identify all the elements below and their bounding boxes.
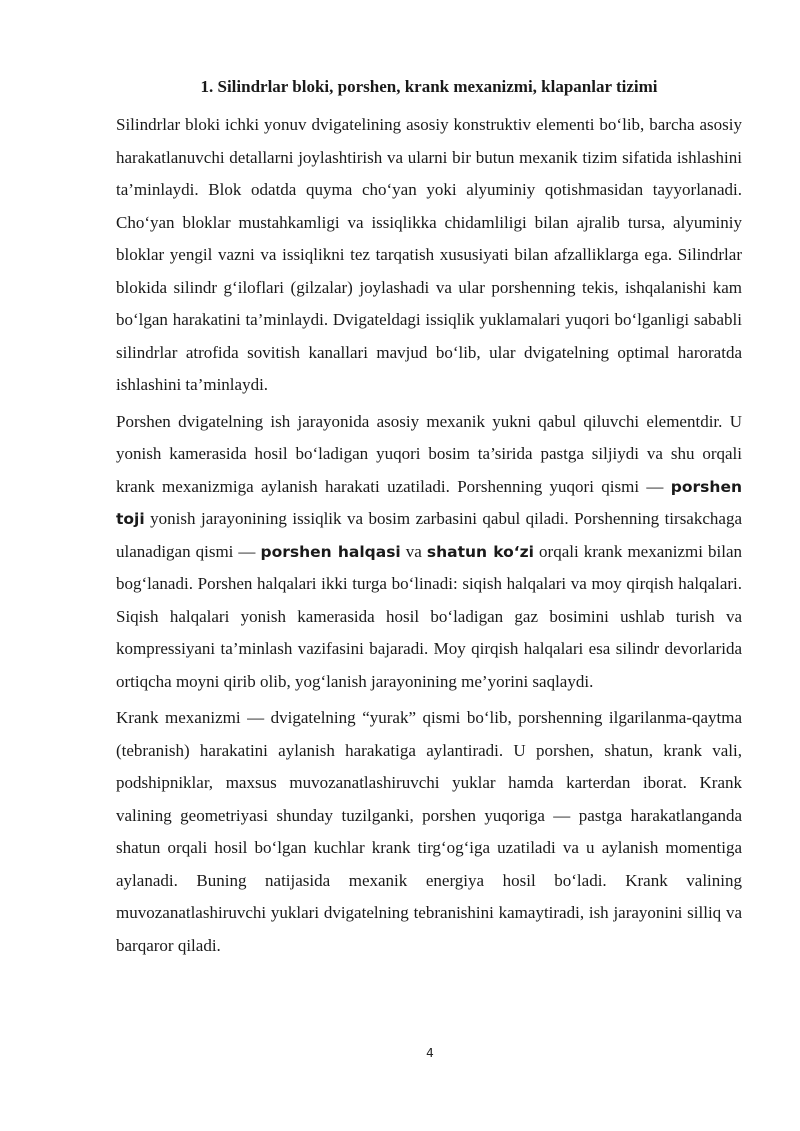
- paragraph-piston-text-3: va: [400, 541, 427, 561]
- paragraph-cylinder-block: Silindrlar bloki ichki yonuv dvigatelining asosiy konstruktiv elementi bo‘lib, barcha asosiy harakatlanuvchi detallarni joylashtirish va ularni bir butun mexanik tizim sifatida ishlashini ta’minlaydi. Blok odatda quyma cho‘yan yoki alyuminiy qotishmasidan tayyorlanadi. Cho‘yan bloklar mustahkamligi va issiqlikka chidamliligi bilan ajralib tursa, alyuminiy bloklar yengil vazni va issiqlikni tez tarqatish xususiyati bilan afzalliklarga ega. Silindrlar blokida silindr g‘iloflari (gilzalar) joylashadi va ular porshenning tekis, ishqalanishi kam bo‘lgan harakatini ta’minlaydi. Dvigateldagi issiqlik yuklamalari yuqori bo‘lganligi sababli silindrlar atrofida sovitish kanallari mavjud bo‘lib, ular dvigatelning optimal haroratda ishlashini ta’minlaydi.: [116, 115, 742, 394]
- bold-term-connecting-rod-eye: shatun ko‘zi: [426, 542, 534, 561]
- paragraph-piston-text-1: Porshen dvigatelning ish jarayonida asosiy mexanik yukni qabul qiluvchi elementdir. U yonish kamerasida hosil bo‘ladigan yuqori bosim ta’sirida pastga siljiydi va shu orqali krank mexanizmiga aylanish harakati uzatiladi. Porshenning yuqori qismi —: [116, 411, 742, 496]
- page-number: 4: [426, 1046, 434, 1060]
- bold-term-piston-crown: porshen toji: [116, 477, 742, 528]
- bold-term-piston-ring: porshen halqasi: [260, 542, 401, 561]
- paragraph-piston: [116, 406, 742, 699]
- paragraph-crank-mechanism: Krank mexanizmi — dvigatelning “yurak” qismi bo‘lib, porshenning ilgarilanma-qaytma (tebranish) harakatini aylanish harakatiga aylantiradi. U porshen, shatun, krank vali, podshipniklar, maxsus muvozanatlashiruvchi yuklar hamda karterdan iborat. Krank valining geometriyasi shunday tuzilganki, porshen yuqoriga — pastga harakatlanganda shatun orqali hosil bo‘lgan kuchlar krank tirg‘og‘iga uzatiladi va u aylanish momentiga aylanadi. Buning natijasida mexanik energiya hosil bo‘ladi. Krank valining muvozanatlashiruvchi yuklari dvigatelning tebranishini kamaytiradi, ish jarayonini silliq va barqaror qiladi.: [116, 708, 742, 955]
- document-page: [116, 75, 742, 966]
- section-heading: 1. Silindrlar bloki, porshen, krank mexanizmi, klapanlar tizimi: [200, 77, 658, 96]
- paragraph-piston-text-2: yonish jarayonining issiqlik va bosim zarbasini qabul qiladi. Porshenning tirsakchaga ulanadigan qismi —: [116, 509, 742, 561]
- paragraph-piston-text-4: orqali krank mexanizmi bilan bog‘lanadi. Porshen halqalari ikki turga bo‘linadi: siqish halqalari va moy qirqish halqalari. Siqish halqalari yonish kamerasida hosil bo‘ladigan gaz bosimini ushlab turish va kompressiyani ta’minlash vazifasini bajaradi. Moy qirqish halqalari esa silindr devorlarida ortiqcha moyni qirib olib, yog‘lanish jarayonining me’yorini saqlaydi.: [116, 541, 742, 691]
